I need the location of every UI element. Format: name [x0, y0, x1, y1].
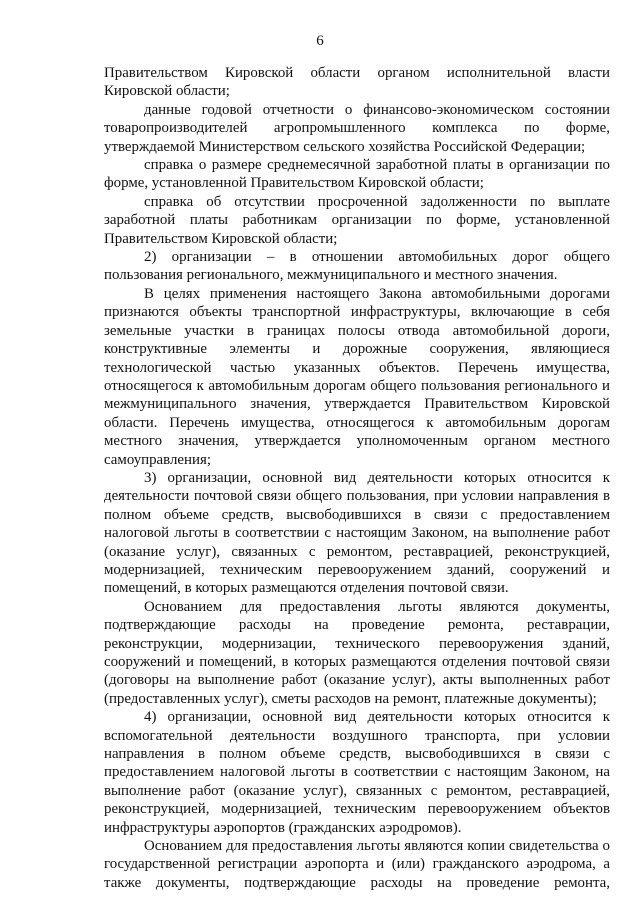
paragraph-7: 3) организации, основной вид деятельности которых относится к деятельности почтовой связи общего пользования, при условии направления в полном объеме средств, высвободившихся в связи с предоставлением налоговой льготы в соответствии с настоящим Законом, на выполнение работ (оказание услуг), связанных с ремонтом, реставрацией, реконструкцией, модернизацией, техническим перевооружением зданий, сооружений и помещений, в которых размещаются отделения почтовой связи. — [104, 469, 610, 597]
document-body — [104, 64, 610, 892]
paragraph-8: Основанием для предоставления льготы являются документы, подтверждающие расходы на проведение ремонта, реставрации, реконструкции, модернизации, технического перевооружения зданий, сооружений и помещений, в которых размещаются отделения почтовой связи (договоры на выполнение работ (оказание услуг), акты выполненных работ (предоставленных услуг), сметы расходов на ремонт, платежные документы); — [104, 598, 610, 707]
paragraph-6: В целях применения настоящего Закона автомобильными дорогами признаются объекты транспортной инфраструктуры, включающие в себя земельные участки в границах полосы отвода автомобильной дороги, конструктивные элементы и дорожные сооружения, являющиеся технологической частью указанных объектов. Перечень имущества, относящегося к автомобильным дорогам общего пользования регионального и межмуниципального значения, утверждается Правительством Кировской области. Перечень имущества, относящегося к автомобильным дорогам местного значения, утверждается уполномоченным органом местного самоуправления; — [104, 285, 610, 468]
paragraph-10: Основанием для предоставления льготы являются копии свидетельства о государственной регистрации аэропорта и (или) гражданского аэродрома, а также документы, подтверждающие расходы на проведение ремонта, — [104, 838, 610, 891]
page-number: 6 — [316, 33, 324, 49]
paragraph-4: справка об отсутствии просроченной задолженности по выплате заработной платы работникам организации по форме, установленной Правительством Кировской области; — [104, 193, 610, 247]
paragraph-1: Правительством Кировской области органом исполнительной власти Кировской области; — [104, 65, 610, 100]
paragraph-2: данные годовой отчетности о финансово-экономическом состоянии товаропроизводителей агропромышленного комплекса по форме, утверждаемой Министерством сельского хозяйства Российской Федерации; — [104, 101, 610, 155]
paragraph-5: 2) организации – в отношении автомобильных дорог общего пользования регионального, межмуниципального и местного значения. — [104, 249, 610, 284]
paragraph-3: справка о размере среднемесячной заработной платы в организации по форме, установленной Правительством Кировской области; — [104, 157, 610, 192]
paragraph-9: 4) организации, основной вид деятельности которых относится к вспомогательной деятельности воздушного транспорта, при условии направления в полном объеме средств, высвободившихся в связи с предоставлением налоговой льготы в соответствии с настоящим Законом, на выполнение работ (оказание услуг), связанных с ремонтом, реставрацией, реконструкцией, модернизацией, техническим перевооружением объектов инфраструктуры аэропортов (гражданских аэродромов). — [104, 709, 610, 836]
